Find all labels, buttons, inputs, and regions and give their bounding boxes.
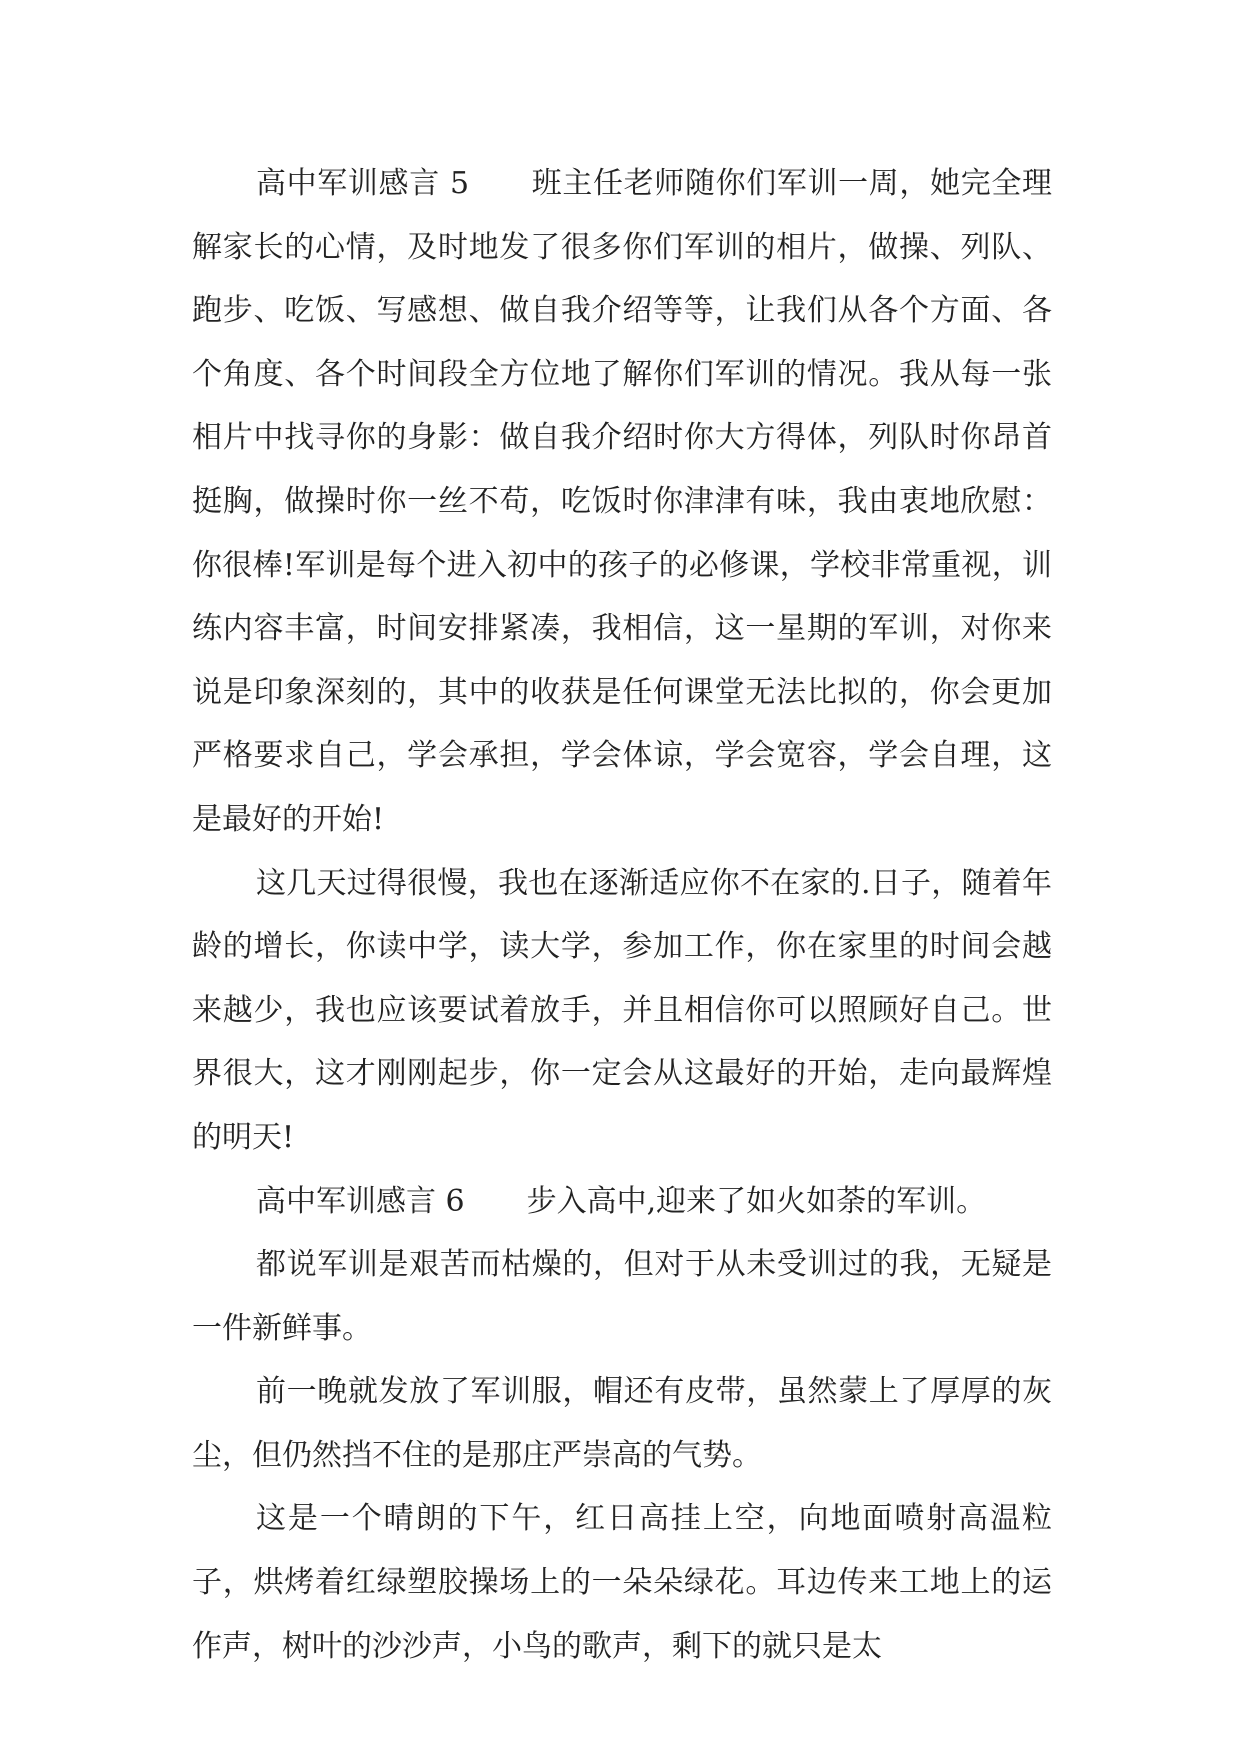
section-heading-6: 高中军训感言 6 [256, 1183, 465, 1219]
paragraph-text: 前一晚就发放了军训服，帽还有皮带，虽然蒙上了厚厚的灰尘，但仍然挡不住的是那庄严崇高的气势。 [192, 1374, 1052, 1473]
paragraph-5 [192, 1360, 1052, 1487]
paragraph-text: 这几天过得很慢，我也在逐渐适应你不在家的.日子，随着年龄的增长，你读中学，读大学，参加工作，你在家里的时间会越来越少，我也应该要试着放手，并且相信你可以照顾好自己。世界很大，这才刚刚起步，你一定会从这最好的开始，走向最辉煌的明天! [192, 865, 1052, 1155]
paragraph-text: 步入高中,迎来了如火如荼的军训。 [526, 1183, 987, 1219]
paragraph-3 [192, 1170, 1052, 1234]
paragraph-text: 都说军训是艰苦而枯燥的，但对于从未受训过的我，无疑是一件新鲜事。 [192, 1247, 1052, 1346]
paragraph-6 [192, 1487, 1052, 1678]
paragraph-4 [192, 1233, 1052, 1360]
paragraph-1 [192, 152, 1052, 852]
paragraph-text: 班主任老师随你们军训一周，她完全理解家长的心情，及时地发了很多你们军训的相片，做操、列队、跑步、吃饭、写感想、做自我介绍等等，让我们从各个方面、各个角度、各个时间段全方位地了解你们军训的情况。我从每一张相片中找寻你的身影：做自我介绍时你大方得体，列队时你昂首挺胸，做操时你一丝不苟，吃饭时你津津有味，我由衷地欣慰：你很棒!军训是每个进入初中的孩子的必修课，学校非常重视，训练内容丰富，时间安排紧凑，我相信，这一星期的军训，对你来说是印象深刻的，其中的收获是任何课堂无法比拟的，你会更加严格要求自己，学会承担，学会体谅，学会宽容，学会自理，这是最好的开始! [192, 166, 1052, 837]
paragraph-2 [192, 852, 1052, 1170]
section-heading-5: 高中军训感言 5 [256, 166, 470, 201]
paragraph-text: 这是一个晴朗的下午，红日高挂上空，向地面喷射高温粒子，烘烤着红绿塑胶操场上的一朵朵绿花。耳边传来工地上的运作声，树叶的沙沙声，小鸟的歌声，剩下的就只是太 [192, 1501, 1052, 1664]
document-body [192, 152, 1052, 1678]
